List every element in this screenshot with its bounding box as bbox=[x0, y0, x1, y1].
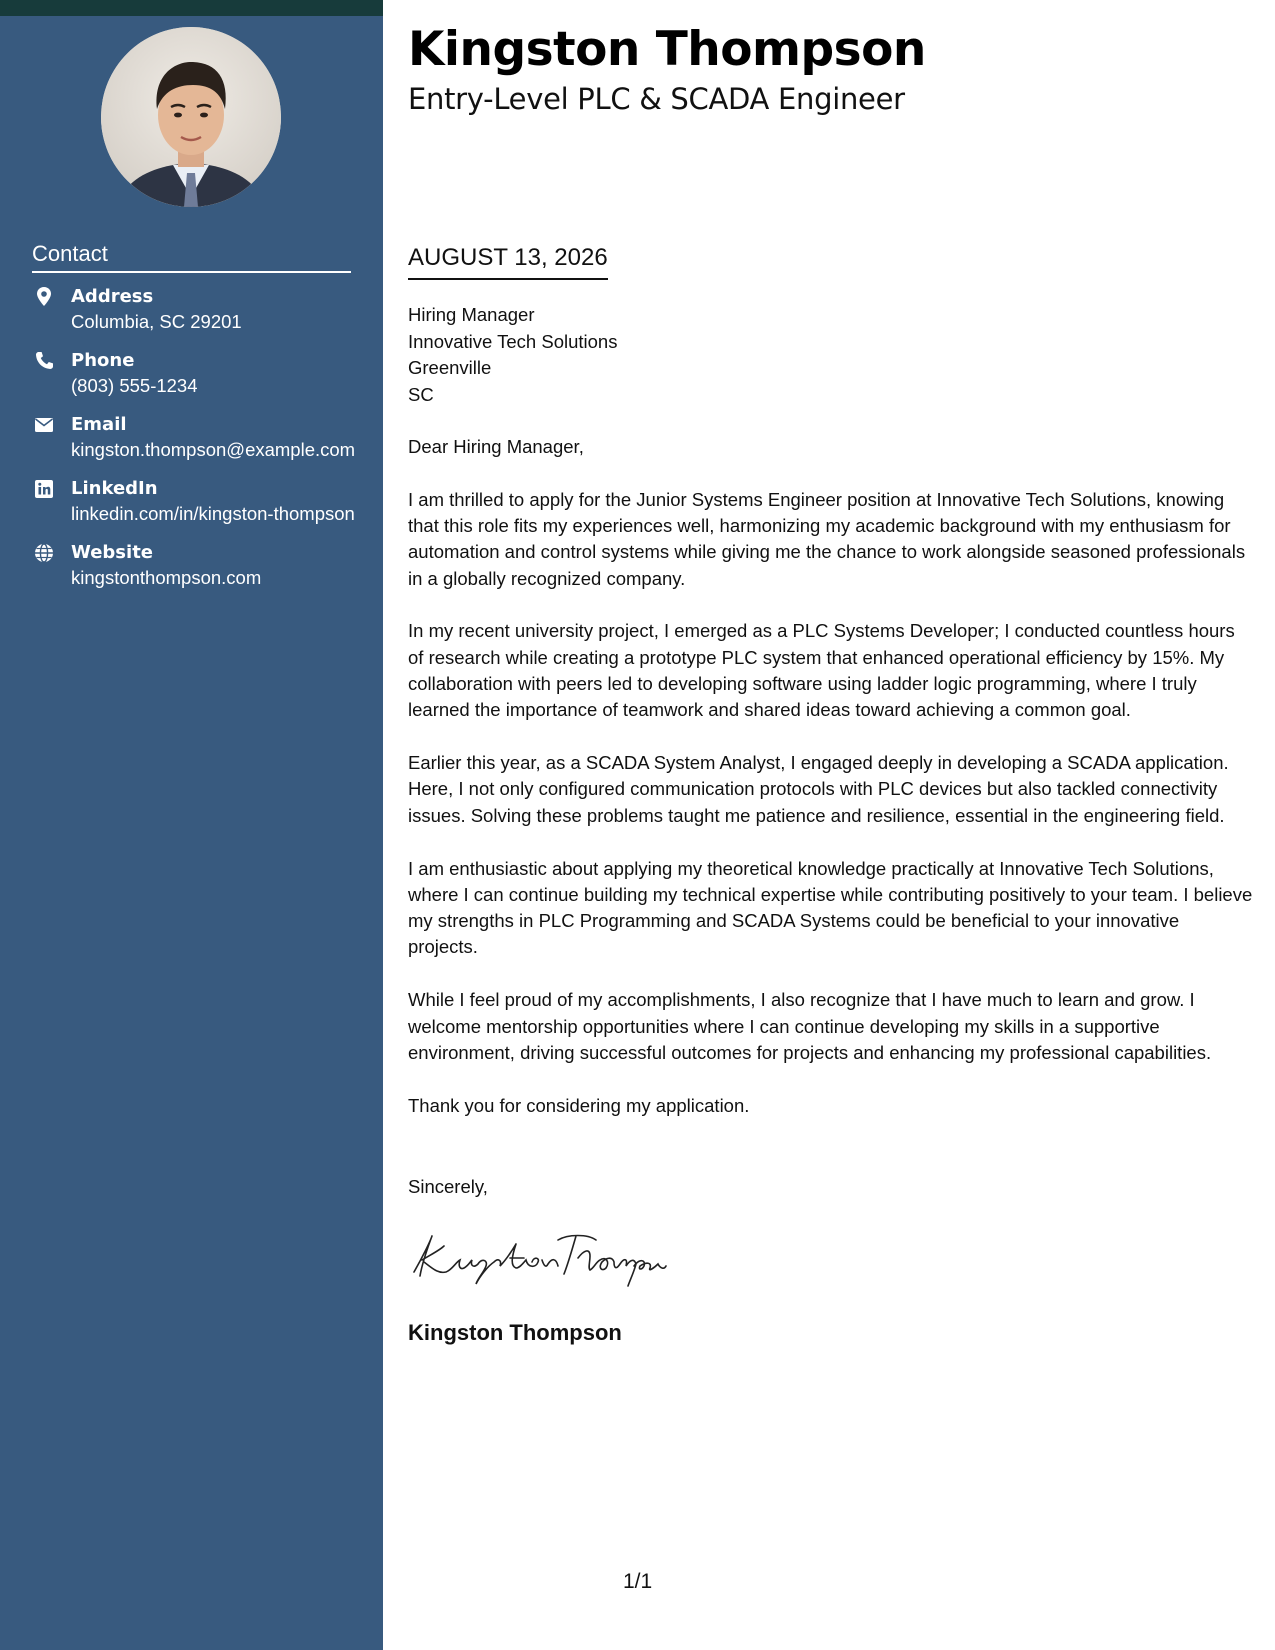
recipient-line: Innovative Tech Solutions bbox=[408, 330, 618, 352]
linkedin-icon bbox=[32, 477, 56, 501]
body-paragraph: While I feel proud of my accomplishments, I also recognize that I have much to learn and grow. I welcome mentorship opportunities where I can continue developing my skills in a supportive environment, driving successful outcomes for projects and enhancing my professional capabilities. bbox=[408, 989, 1212, 1063]
closing: Sincerely, bbox=[408, 1176, 488, 1197]
applicant-name: Kingston Thompson bbox=[408, 22, 926, 77]
salutation: Dear Hiring Manager, bbox=[408, 436, 584, 457]
contact-label: LinkedIn bbox=[71, 478, 158, 499]
location-pin-icon bbox=[32, 285, 56, 309]
contact-value: (803) 555-1234 bbox=[71, 375, 198, 396]
contact-value[interactable]: linkedin.com/in/kingston-thompson bbox=[71, 503, 355, 524]
recipient-line: SC bbox=[408, 383, 434, 405]
phone-icon bbox=[32, 349, 56, 373]
recipient-block bbox=[408, 302, 617, 408]
contact-item-address bbox=[32, 284, 362, 334]
contact-list bbox=[32, 284, 362, 604]
signed-name: Kingston Thompson bbox=[408, 1320, 622, 1345]
contact-label: Email bbox=[71, 414, 127, 435]
contact-item-website bbox=[32, 540, 362, 590]
contact-value[interactable]: kingstonthompson.com bbox=[71, 567, 262, 588]
contact-label: Phone bbox=[71, 350, 135, 371]
letter-body bbox=[408, 434, 1253, 1145]
recipient-line: Hiring Manager bbox=[408, 304, 535, 325]
contact-item-email bbox=[32, 412, 362, 462]
body-paragraph: In my recent university project, I emerged as a PLC Systems Developer; I conducted countless hours of research while creating a prototype PLC system that enhanced operational efficiency by 15%. My collaboration with peers led to developing software using ladder logic programming, where I truly learned the importance of teamwork and shared ideas toward achieving a common goal. bbox=[408, 620, 1235, 721]
avatar bbox=[101, 27, 281, 207]
contact-label: Address bbox=[71, 286, 154, 307]
globe-icon bbox=[32, 541, 56, 565]
page-number: 1/1 bbox=[623, 1570, 653, 1593]
contact-item-linkedin bbox=[32, 476, 362, 526]
envelope-icon bbox=[32, 413, 56, 437]
contact-item-phone bbox=[32, 348, 362, 398]
contact-label: Website bbox=[71, 542, 154, 563]
body-paragraph: Earlier this year, as a SCADA System Analyst, I engaged deeply in developing a SCADA application. Here, I not only configured communication protocols with PLC devices but also tackled connectivity issues. Solving these problems taught me patience and resilience, essential in the engineering field. bbox=[408, 752, 1229, 826]
contact-value[interactable]: kingston.thompson@example.com bbox=[71, 439, 356, 460]
contact-value: Columbia, SC 29201 bbox=[71, 311, 242, 332]
sidebar bbox=[0, 0, 383, 1650]
contact-heading: Contact bbox=[32, 241, 351, 273]
handwritten-signature bbox=[408, 1228, 668, 1288]
job-title: Entry-Level PLC & SCADA Engineer bbox=[408, 82, 905, 116]
recipient-line: Greenville bbox=[408, 357, 492, 378]
body-paragraph: I am thrilled to apply for the Junior Systems Engineer position at Innovative Tech Solutions, knowing that this role fits my experiences well, harmonizing my academic background with my enthusiasm for automation and control systems while giving me the chance to work alongside seasoned professionals in a globally recognized company. bbox=[408, 488, 1246, 589]
body-paragraph: Thank you for considering my application. bbox=[408, 1094, 750, 1116]
letter-date: AUGUST 13, 2026 bbox=[408, 244, 608, 280]
body-paragraph: I am enthusiastic about applying my theoretical knowledge practically at Innovative Tech Solutions, where I can continue building my technical expertise while contributing positively to your team. I believe my strengths in PLC Programming and SCADA Systems could be beneficial to your innovative projects. bbox=[408, 857, 1253, 958]
sidebar-top-bar bbox=[0, 0, 383, 16]
